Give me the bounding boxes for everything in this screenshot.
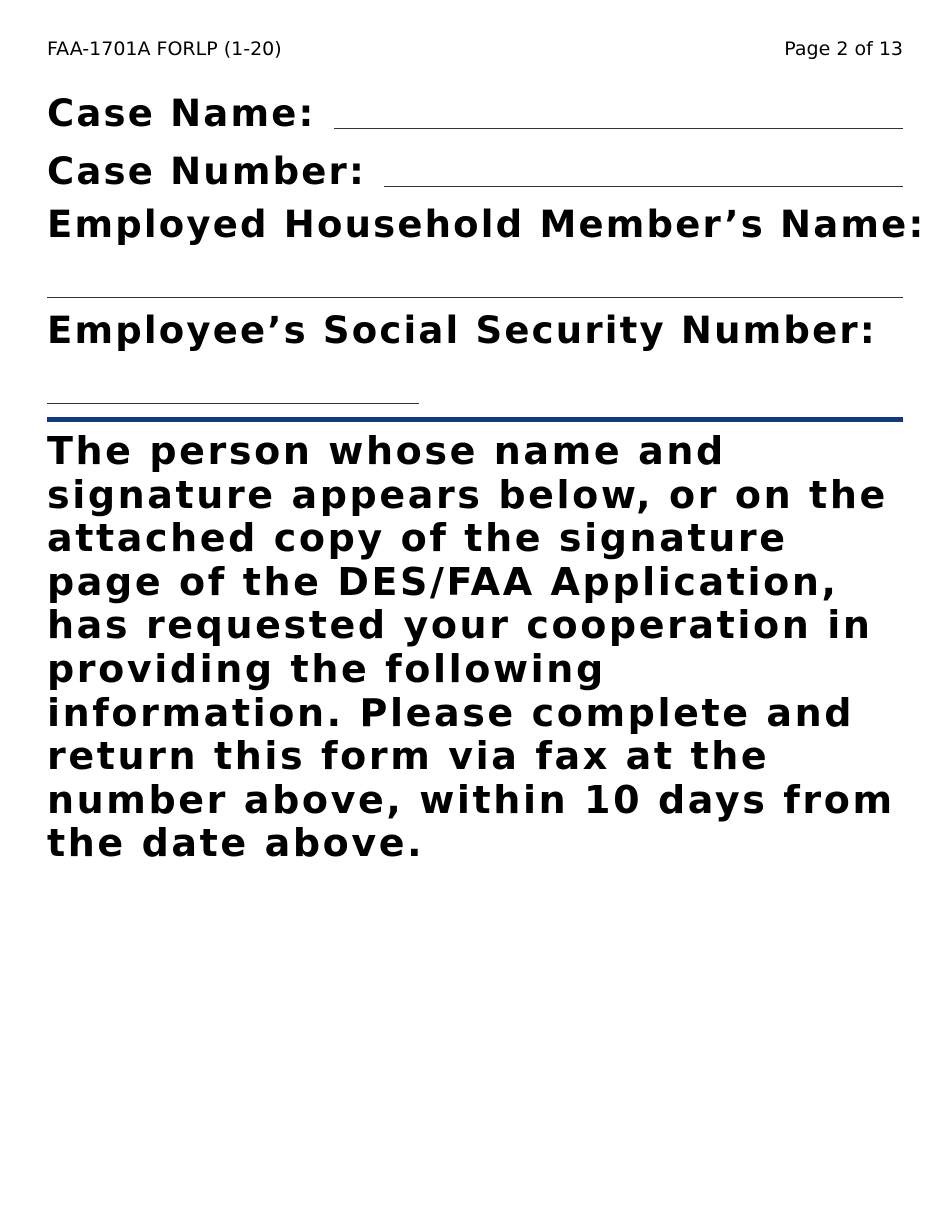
intro-paragraph: The person whose name and signature appears below, or on the attached copy of the signature page of the DES/FAA Application, has requested your cooperation in providing the following information. Please complete and return this form via fax at the number above, within 10 days from the date above. [47,429,895,866]
section-divider [47,417,903,422]
case-name-field[interactable] [334,127,904,129]
form-id: FAA-1701A FORLP (1-20) [47,38,282,60]
employed-member-name-field[interactable] [47,297,903,298]
case-number-field[interactable] [384,185,903,187]
case-name-label: Case Name: [47,92,316,135]
employee-ssn-field[interactable] [47,403,419,404]
page-indicator: Page 2 of 13 [784,38,903,60]
case-number-row [47,150,903,193]
case-number-label: Case Number: [47,150,367,193]
employee-ssn-label: Employee’s Social Security Number: [47,309,877,352]
case-name-row [47,92,903,135]
employed-member-label: Employed Household Member’s Name: [47,203,926,246]
